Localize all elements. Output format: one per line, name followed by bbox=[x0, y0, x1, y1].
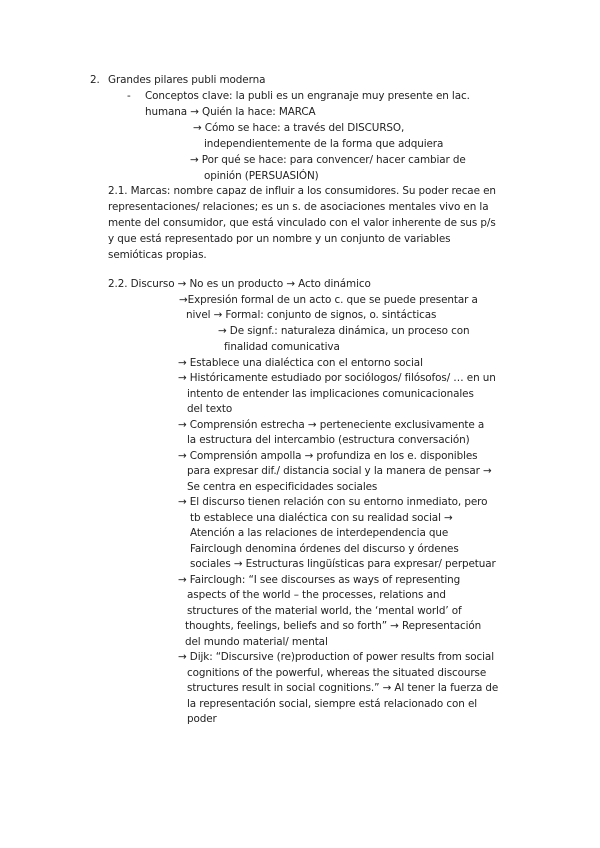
discurso-line: structures of the material world, the ‘mental world’ of bbox=[187, 605, 462, 617]
discurso-line: del texto bbox=[187, 403, 233, 415]
conceptos-line: → Cómo se hace: a través del DISCURSO, bbox=[193, 122, 405, 134]
discurso-line: la representación social, siempre está relacionado con el bbox=[187, 698, 478, 710]
conceptos-line: humana → Quién la hace: MARCA bbox=[145, 106, 316, 118]
marcas-line: 2.1. Marcas: nombre capaz de influir a los consumidores. Su poder recae en bbox=[108, 185, 496, 197]
discurso-line: thoughts, feelings, beliefs and so forth” → Representación bbox=[185, 620, 482, 632]
discurso-line: poder bbox=[187, 713, 217, 725]
discurso-line: → De signf.: naturaleza dinámica, un proceso con bbox=[218, 325, 470, 337]
marcas-line: y que está representado por un nombre y un conjunto de variables bbox=[108, 233, 451, 245]
conceptos-line: Conceptos clave: la publi es un engranaje muy presente en lac. bbox=[145, 90, 470, 102]
discurso-line: → Históricamente estudiado por sociólogos/ filósofos/ … en un bbox=[178, 372, 496, 384]
conceptos-line: opinión (PERSUASIÓN) bbox=[204, 170, 319, 182]
conceptos-line: independientemente de la forma que adquiera bbox=[204, 138, 444, 150]
discurso-line: intento de entender las implicaciones comunicacionales bbox=[187, 388, 474, 400]
discurso-line: nivel → Formal: conjunto de signos, o. sintácticas bbox=[186, 309, 437, 321]
discurso-line: Se centra en especificidades sociales bbox=[187, 481, 378, 493]
dash-bullet: - bbox=[127, 90, 131, 102]
discurso-line: → Comprensión estrecha → perteneciente exclusivamente a bbox=[178, 419, 485, 431]
marcas-line: representaciones/ relaciones; es un s. de asociaciones mentales vivo en la bbox=[108, 201, 489, 213]
discurso-line: para expresar dif./ distancia social y la manera de pensar → bbox=[187, 465, 492, 477]
discurso-line: del mundo material/ mental bbox=[185, 636, 328, 648]
discurso-line: → Fairclough: “I see discourses as ways of representing bbox=[178, 574, 461, 586]
marcas-line: semióticas propias. bbox=[108, 249, 207, 261]
section-number: 2. bbox=[90, 74, 100, 86]
discurso-line: → El discurso tienen relación con su entorno inmediato, pero bbox=[178, 496, 488, 508]
discurso-line: → Dijk: “Discursive (re)production of power results from social bbox=[178, 651, 494, 663]
discurso-line: Fairclough denomina órdenes del discurso y órdenes bbox=[190, 543, 459, 555]
discurso-line: 2.2. Discurso → No es un producto → Acto dinámico bbox=[108, 278, 371, 290]
marcas-line: mente del consumidor, que está vinculado con el valor inherente de sus p/s bbox=[108, 217, 496, 229]
discurso-line: structures result in social cognitions.” → Al tener la fuerza de bbox=[187, 682, 499, 694]
section-title: Grandes pilares publi moderna bbox=[108, 74, 266, 86]
conceptos-line: → Por qué se hace: para convencer/ hacer cambiar de bbox=[190, 154, 466, 166]
discurso-line: Atención a las relaciones de interdependencia que bbox=[190, 527, 449, 539]
discurso-line: aspects of the world – the processes, relations and bbox=[187, 589, 446, 601]
discurso-line: la estructura del intercambio (estructura conversación) bbox=[187, 434, 470, 446]
discurso-line: finalidad comunicativa bbox=[224, 341, 340, 353]
discurso-line: → Comprensión ampolla → profundiza en los e. disponibles bbox=[178, 450, 478, 462]
discurso-line: → Establece una dialéctica con el entorno social bbox=[178, 357, 423, 369]
discurso-line: tb establece una dialéctica con su realidad social → bbox=[190, 512, 453, 524]
discurso-line: →Expresión formal de un acto c. que se puede presentar a bbox=[179, 294, 478, 306]
discurso-line: cognitions of the powerful, whereas the situated discourse bbox=[187, 667, 487, 679]
discurso-line: sociales → Estructuras lingüísticas para expresar/ perpetuar bbox=[190, 558, 496, 570]
